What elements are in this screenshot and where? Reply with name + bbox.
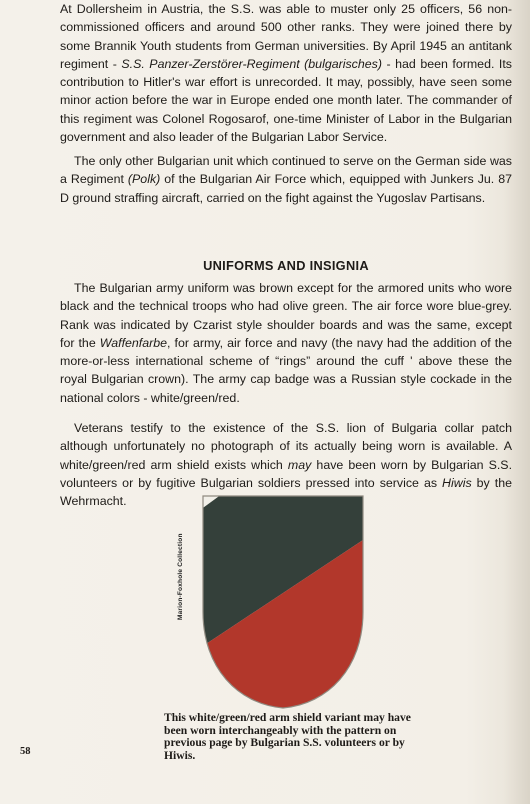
text-run: - had been formed. Its contribution to Hitler's war effort is unrecorded. It may, possibly, have seen some minor action before the war in Europe ended one month later. The commander of this regiment was Colonel Rogosarof, one-time Minister of Labor in the Bulgarian government and also leader of the Bulgarian Labor Service. <box>60 56 513 145</box>
text-run: have been worn by Bulgarian S.S. volunteers or by fugitive Bulgarian soldiers pressed into service as <box>60 457 513 490</box>
body-text-uniforms <box>60 279 512 413</box>
italic-polk: (Polk) <box>127 172 161 187</box>
text-run: by the Wehrmacht. <box>60 475 512 509</box>
italic-may: may <box>287 457 312 472</box>
text-run: The Bulgarian army uniform was brown except for the armored units who wore black and the technical troops who had olive green. The air force wore blue-grey. Rank was indicated by Czarist style shoulder boards and was the same, except for the <box>60 281 512 350</box>
paragraph-air-force <box>60 152 512 207</box>
italic-waffenfarbe: Waffenfarbe <box>99 335 168 350</box>
figure-caption: This white/green/red arm shield variant may have been worn interchangeably with the pattern on previous page by Bulgarian S.S. volunteers or by Hiwis. <box>164 711 411 762</box>
photo-credit: Marion-Foxhole Collection <box>177 533 184 620</box>
body-text-top <box>60 0 512 152</box>
section-heading: UNIFORMS AND INSIGNIA <box>203 258 369 273</box>
arm-shield-image <box>200 494 366 712</box>
text-run: At Dollersheim in Austria, the S.S. was able to muster only 25 officers, 56 non-commissioned officers and around 500 other ranks. They were joined there by some Brannik Youth students from German universities. By April 1945 an antitank regiment - <box>60 2 512 71</box>
text-run: , for army, air force and navy (the navy had the addition of the more-or-less international scheme of “rings” around the cuff ' above these the royal Bulgarian crown). The army cap badge was a Russian style cockade in the national colors - white/green/red. <box>60 335 512 405</box>
paragraph-uniforms <box>60 279 512 407</box>
page-number: 58 <box>20 746 31 757</box>
text-run: Veterans testify to the existence of the S.S. lion of Bulgaria collar patch although unfortunately no photograph of its actually being worn is available. A white/green/red arm shield exists which <box>60 421 512 472</box>
italic-regiment-name: S.S. Panzer-Zerstörer-Regiment (bulgarisches) <box>121 56 382 71</box>
arm-shield-photo <box>200 494 366 712</box>
text-run: of the Bulgarian Air Force which, equipped with Junkers Ju. 87 D ground straffing aircraft, carried on the fight against the Yugoslav Partisans. <box>60 172 512 205</box>
paragraph-dollersheim <box>60 0 512 146</box>
italic-hiwis: Hiwis <box>442 475 472 490</box>
body-text-airforce <box>60 152 512 213</box>
text-run: The only other Bulgarian unit which continued to serve on the German side was a Regiment <box>60 154 512 187</box>
